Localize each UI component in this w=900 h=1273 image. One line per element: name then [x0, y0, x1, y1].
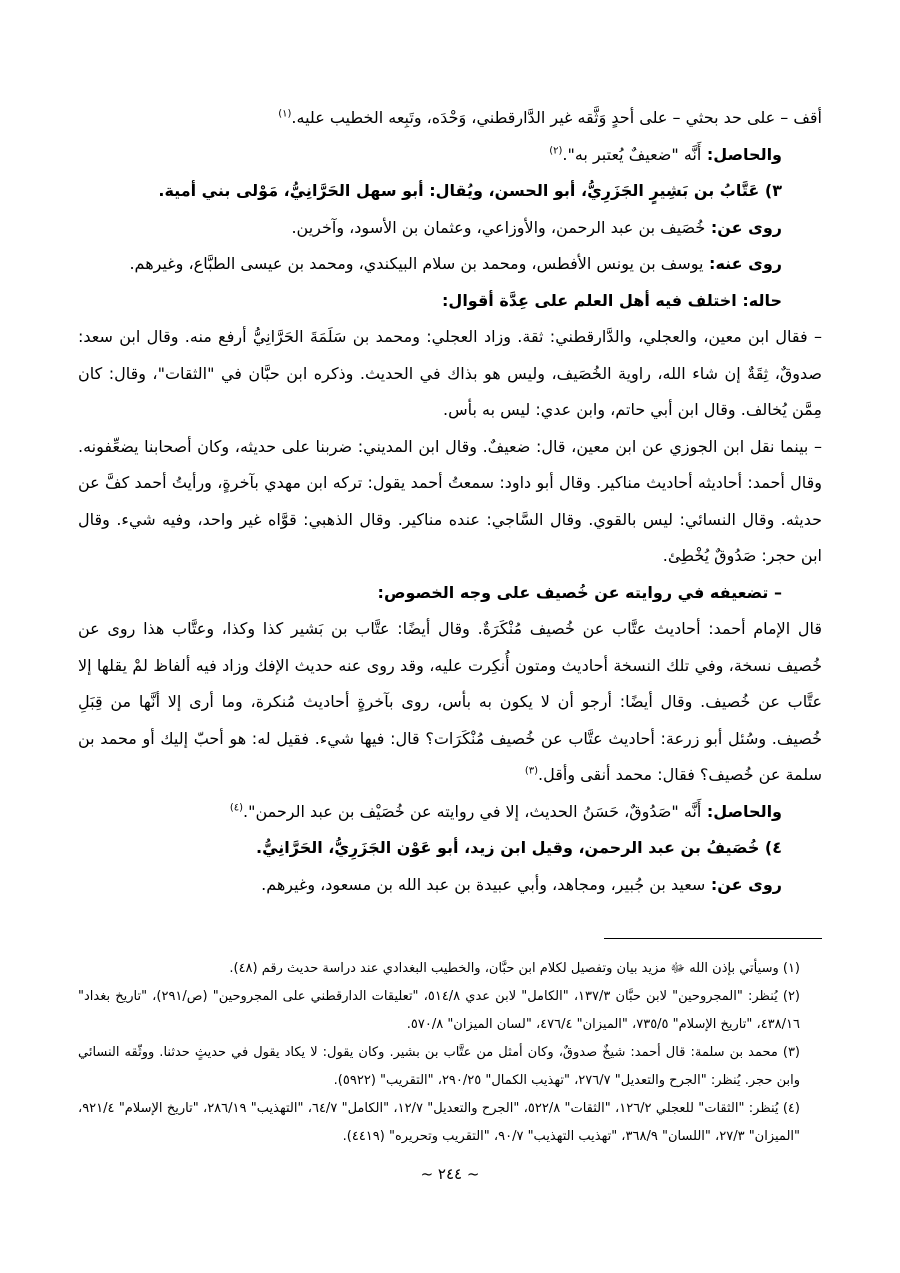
footnote-ref[interactable]: (٣) [524, 765, 539, 777]
paragraph: – بينما نقل ابن الجوزي عن ابن معين، قال: ضعيفٌ. وقال ابن المديني: ضربنا على حديثه، وكان أصحابنا يضعِّفونه. وقال أحمد: أحاديثه أحاديث مناكير. وقال أبو داود: سمعتُ أحمد يقول: تركه ابن مهدي بآخرةٍ، ورأيتُ أحمد كفَّ عن حديثه. وقال النسائي: ليس بالقوي. وقال السَّاجي: عنده مناكير. وقال الذهبي: قوَّاه غير واحد، وفيه شيء. وقال ابن حجر: صَدُوقٌ يُخْطِئ. [78, 436, 822, 565]
footnote-separator [604, 938, 822, 939]
narrator-heading-4: ٤) خُصَيفُ بن عبد الرحمن، وقيل ابن زيد، أبو عَوْن الجَزَرِيُّ، الحَرَّانِيُّ. [256, 838, 782, 857]
paragraph: حاله: اختلف فيه أهل العلم على عِدَّة أقوال: [442, 290, 782, 310]
conclusion-paragraph: والحاصل: أَنَّه "ضعيفٌ يُعتبر به".$^{(٢)}$ [549, 144, 782, 164]
footnote: (٢) يُنظر: "المجروحين" لابن حبَّان ١٣٧/٣، "الكامل" لابن عدي ٥١٤/٨، "تعليقات الدارقطني على المجروحين" (ص/٢٩١)، "تاريخ بغداد" ٤٣٨/١٦، "تاريخ الإسلام" ٧٣٥/٥، "الميزان" ٤٧٦/٤، "لسان الميزان" ٥٧٠/٨. [78, 989, 800, 1032]
paragraph: قال الإمام أحمد: أحاديث عتَّاب عن خُصيف مُنْكَرَةٌ. وقال أيضًا: عتَّاب بن بَشير كذا وكذا، وعتَّاب هذا روى عن خُصيف نسخة، وفي تلك النسخة أحاديث ومتون أُنكِرت عليه، وقد روى عنه حديث الإفك وزاد فيه ألفاظ لمْ يقلها إلا عتَّاب عن خُصيف. وقال أيضًا: أرجو أن لا يكون به بأس، روى بآخرةٍ أحاديث مُنكرة، وما أرى إلا أنَّها من قِبَلِ خُصيف. وسُئل أبو زرعة: أحاديث عتَّاب عن خُصيف مُنْكَرَات؟ قال: فيها شيء. فقيل له: هو أحبّ إليك أو محمد بن سلمة عن خُصيف؟ فقال: محمد أنقى وأقل.$^{(٣)}$ [78, 619, 822, 784]
paragraph: روى عن: سعيد بن جُبير، ومجاهد، وأبي عبيدة بن عبد الله بن مسعود، وغيرهم. [261, 874, 782, 894]
footnote: (٤) يُنظر: "الثقات" للعجلي ١٢٦/٢، "الثقات" ٥٢٢/٨، "الجرح والتعديل" ١٢/٧، "الكامل" ٦٤/٧، "التهذيب" ٢٨٦/١٩، "تاريخ الإسلام" ٩٢١/٤، "الميزان" ٢٧/٣، "اللسان" ٣٦٨/٩، "تهذيب التهذيب" ٩٠/٧، "التقريب وتحريره" (٤٤١٩). [78, 1101, 800, 1144]
footnote: (٣) محمد بن سلمة: قال أحمد: شيخٌ صدوقٌ، وكان أمثل من عتَّاب بن بشير. وكان يقول: لا يكاد يقول في حديثٍ حدثنا. ووثّقه النسائي وابن حجر. يُنظر: "الجرح والتعديل" ٢٧٦/٧، "تهذيب الكمال" ٢٩٠/٢٥، "التقريب" (٥٩٢٢). [78, 1045, 800, 1088]
paragraph: روى عن: خُصَيف بن عبد الرحمن، والأوزاعي، وعثمان بن الأسود، وآخرين. [291, 217, 782, 237]
footnote-ref[interactable]: (١) [278, 108, 292, 120]
narrator-heading-3: ٣) عَتَّابُ بن بَشِيرٍ الجَزَرِيُّ، أبو الحسن، ويُقال: أبو سهل الحَرَّانِيُّ، مَوْلى بني أمية. [158, 181, 782, 200]
subheading: – تضعيفه في روايته عن خُصيف على وجه الخصوص: [377, 582, 782, 602]
footnote-ref[interactable]: (٤) [229, 802, 243, 814]
footnote-ref[interactable]: (٢) [549, 145, 563, 157]
paragraph: روى عنه: يوسف بن يونس الأفطس، ومحمد بن سلام البيكندي، ومحمد بن عيسى الطبَّاع، وغيرهم. [129, 254, 782, 273]
paragraph: – فقال ابن معين، والعجلي، والدَّارقطني: ثقة. وزاد العجلي: ومحمد بن سَلَمَةَ الحَرَّانِيُّ أرفع منه. وقال ابن سعد: صدوقٌ، ثِقَةٌ إن شاء الله، راوية الخُصَيف، وليس هو بذاك في الحديث. وذكره ابن حبَّان في "الثقات"، وقال: كان مِمَّن يُخالف. وقال ابن أبي حاتم، وابن عدي: ليس به بأس. [78, 327, 822, 419]
footnote: (١) وسيأتي بإذن الله ﷻ مزيد بيان وتفصيل لكلام ابن حبَّان، والخطيب البغدادي عند دراسة حديث رقم (٤٨). [229, 961, 800, 976]
main-text [78, 100, 822, 903]
conclusion-paragraph: والحاصل: أَنَّه "صَدُوقٌ، حَسَنُ الحديث، إلا في روايته عن خُصَيْف بن عبد الرحمن".$^{(٤)}$ [229, 801, 782, 821]
paragraph: أقف – على حد بحثي – على أحدٍ وَثَّقه غير الدَّارقطني، وَحْدَه، وتَبِعه الخطيب عليه.$^{(١)}$ [278, 108, 822, 127]
page-number: ~ ٢٤٤ ~ [420, 1165, 480, 1183]
footnotes [78, 955, 822, 1151]
